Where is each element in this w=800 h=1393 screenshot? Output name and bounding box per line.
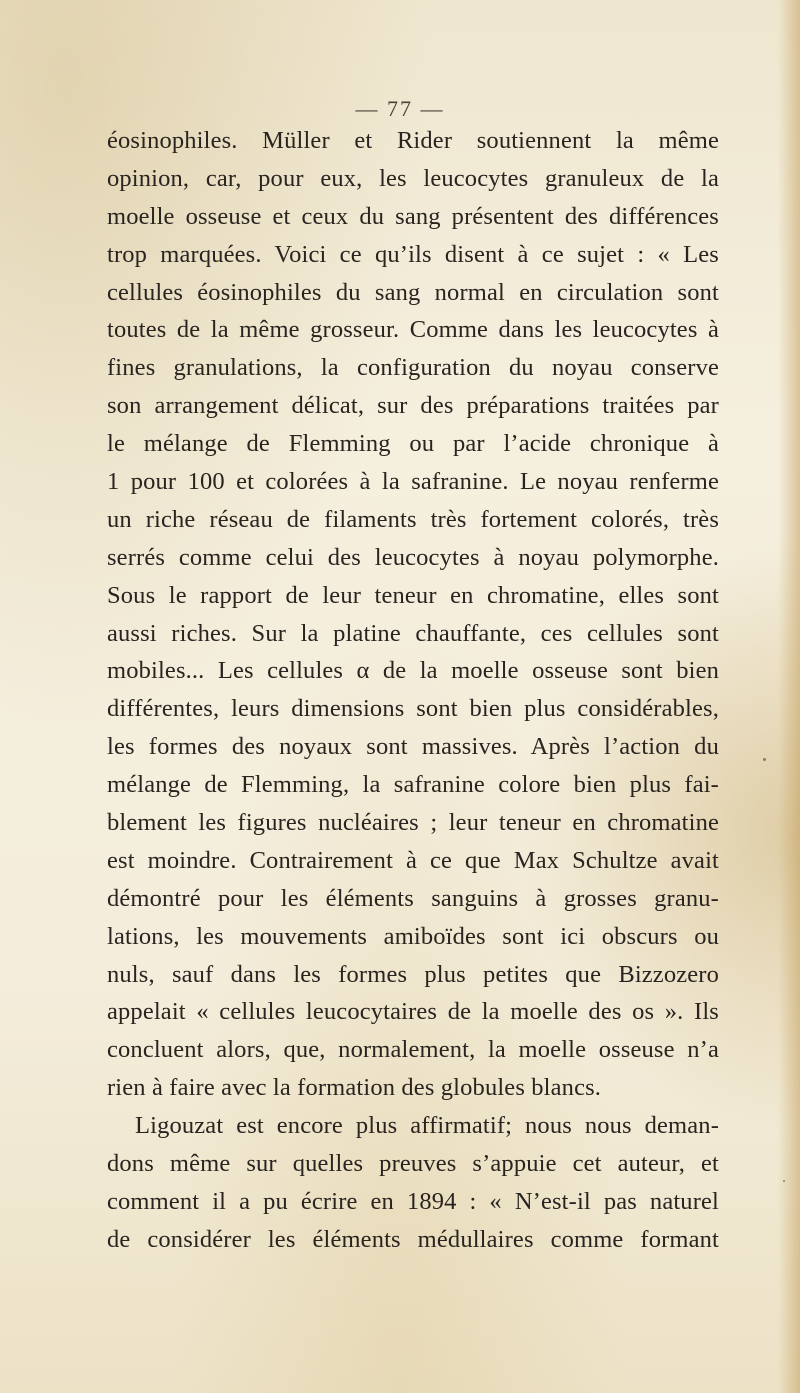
paper-speck	[763, 758, 766, 761]
text-line: fines granulations, la configuration du noyau conserve	[107, 354, 719, 382]
paper-speck	[783, 1180, 785, 1182]
text-line: opinion, car, pour eux, les leucocytes granuleux de la	[107, 164, 719, 192]
text-line: éosinophiles. Müller et Rider soutiennent la même	[107, 127, 719, 154]
text-line: les formes des noyaux sont massives. Après l’action du	[107, 733, 719, 761]
text-line: 1 pour 100 et colorées à la safranine. Le noyau renferme	[107, 468, 719, 496]
text-line: un riche réseau de filaments très fortement colorés, très	[107, 505, 719, 533]
text-line: lations, les mouvements amiboïdes sont ici obscurs ou	[107, 922, 719, 950]
text-line: différentes, leurs dimensions sont bien plus considérables,	[107, 695, 719, 723]
text-line: est moindre. Contrairement à ce que Max Schultze avait	[107, 846, 719, 874]
text-line: aussi riches. Sur la platine chauffante, ces cellules sont	[107, 619, 719, 647]
text-line: dons même sur quelles preuves s’appuie cet auteur, et	[107, 1150, 719, 1178]
text-line: moelle osseuse et ceux du sang présentent des différences	[107, 202, 719, 230]
text-line: concluent alors, que, normalement, la moelle osseuse n’a	[107, 1036, 719, 1064]
text-line: démontré pour les éléments sanguins à grosses granu-	[107, 884, 719, 912]
paragraph-start-line: Ligouzat est encore plus affirmatif; nous nous deman-	[135, 1112, 719, 1140]
text-line: trop marquées. Voici ce qu’ils disent à ce sujet : « Les	[107, 240, 719, 268]
text-line: nuls, sauf dans les formes plus petites que Bizzozero	[107, 960, 719, 988]
text-line: comment il a pu écrire en 1894 : « N’est-il pas naturel	[107, 1187, 719, 1215]
text-line: mélange de Flemming, la safranine colore bien plus fai-	[107, 771, 719, 799]
text-line: de considérer les éléments médullaires comme formant	[107, 1225, 719, 1253]
text-line: blement les figures nucléaires ; leur teneur en chromatine	[107, 809, 719, 837]
text-line: toutes de la même grosseur. Comme dans les leucocytes à	[107, 316, 719, 344]
paragraph-end-line: rien à faire avec la formation des globules blancs.	[107, 1074, 602, 1102]
text-line: Sous le rapport de leur teneur en chromatine, elles sont	[107, 581, 719, 609]
text-line: le mélange de Flemming ou par l’acide chronique à	[107, 430, 719, 458]
page-number: — 77 —	[355, 96, 445, 121]
text-line: appelait « cellules leucocytaires de la moelle des os ». Ils	[107, 998, 719, 1026]
text-line: cellules éosinophiles du sang normal en circulation sont	[107, 278, 719, 306]
page-edge-shadow	[778, 0, 800, 1393]
text-line: son arrangement délicat, sur des préparations traitées par	[107, 392, 719, 420]
text-line: mobiles... Les cellules α de la moelle osseuse sont bien	[107, 657, 719, 685]
text-line: serrés comme celui des leucocytes à noyau polymorphe.	[107, 543, 719, 571]
body-text	[107, 122, 719, 1259]
